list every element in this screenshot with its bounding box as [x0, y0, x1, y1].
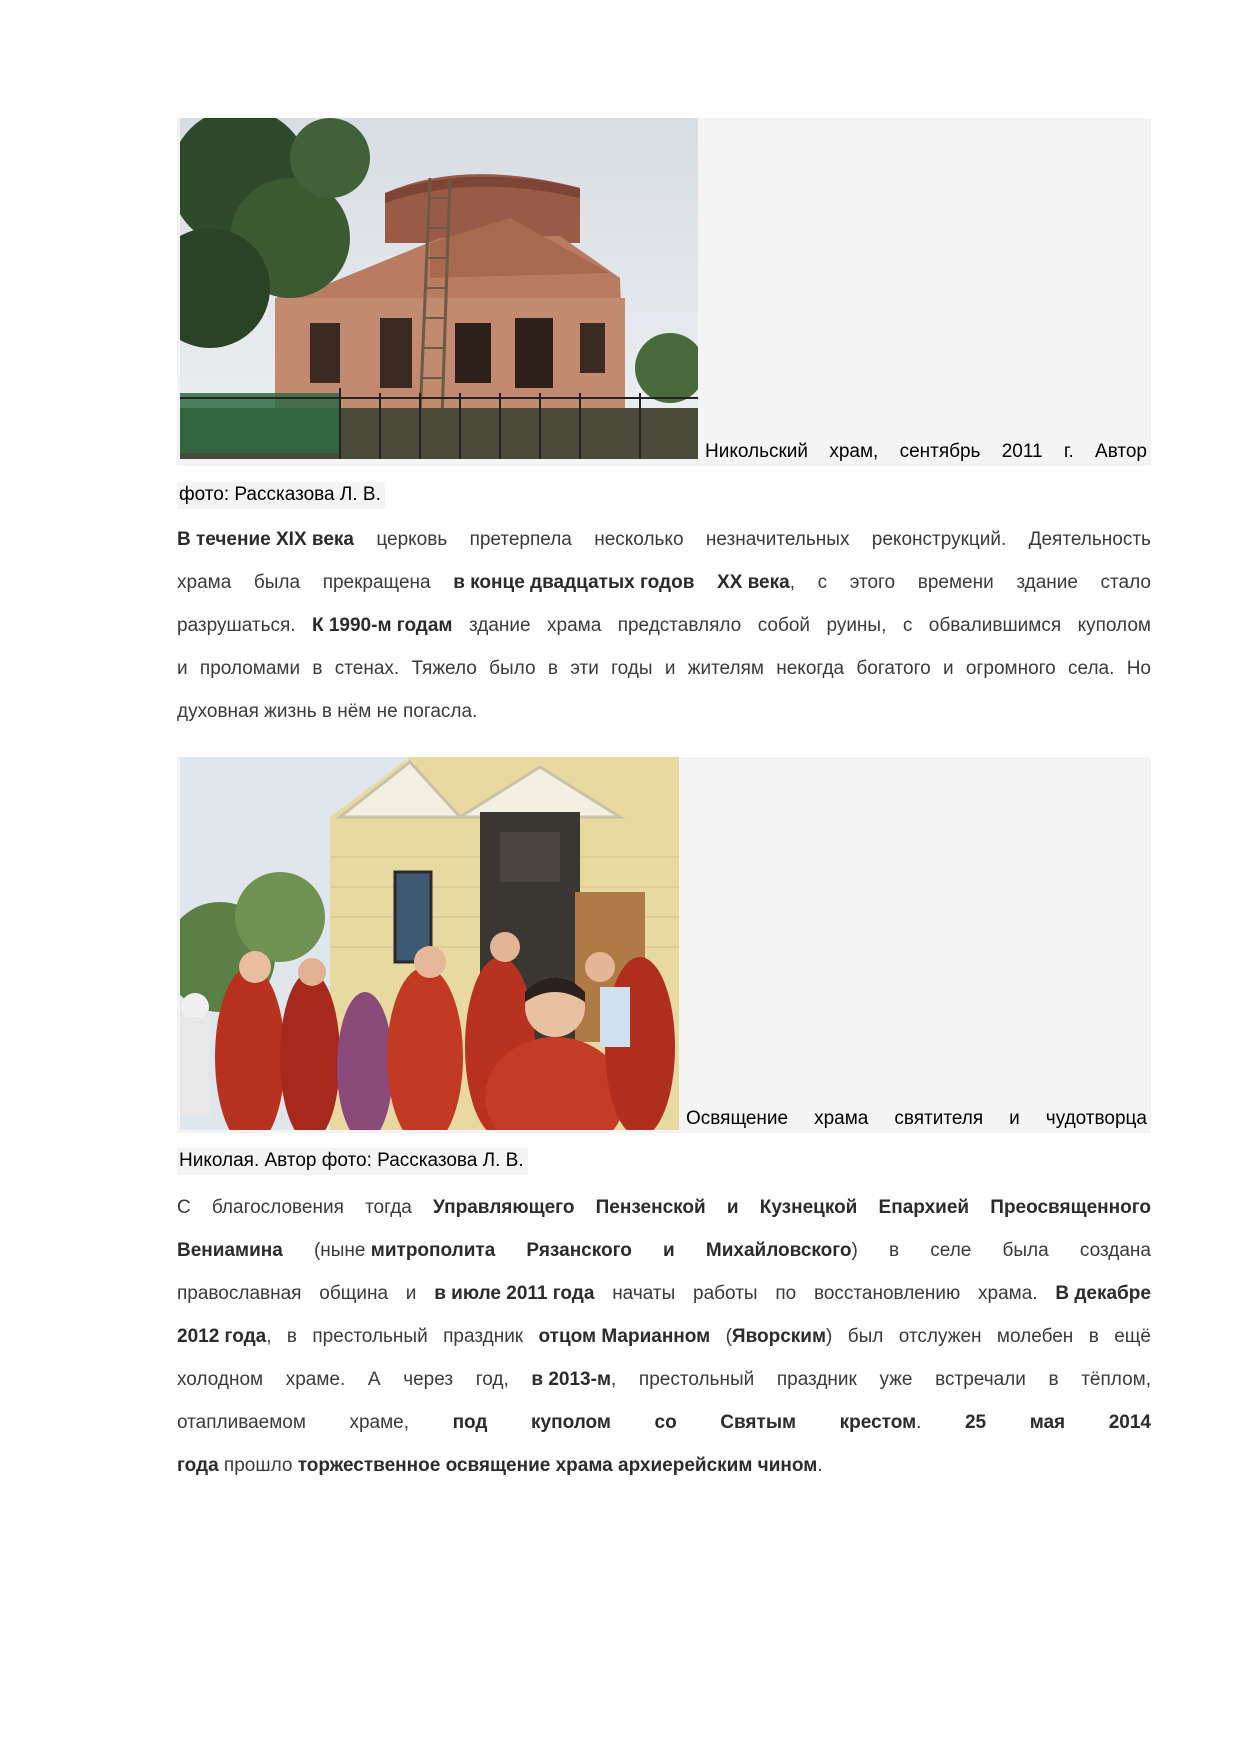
- paragraph-2-text: селе: [930, 1240, 972, 1261]
- paragraph-1-text: обвалившимся: [928, 615, 1062, 636]
- paragraph-2-text: и: [663, 1240, 675, 1261]
- paragraph-2-text: Кузнецкой: [759, 1197, 858, 1218]
- paragraph-2-text: тогда: [365, 1197, 412, 1218]
- paragraph-2-text: Управляющего: [433, 1197, 575, 1218]
- caption-1-word: Автор: [1095, 441, 1147, 462]
- paragraph-2-text: крестом.: [839, 1412, 922, 1433]
- paragraph-2-text: престольный: [312, 1326, 428, 1347]
- paragraph-2-text: престольный: [638, 1369, 755, 1390]
- paragraph-2-text: (ныне митрополита: [313, 1240, 496, 1261]
- paragraph-1-text: некогда: [776, 658, 845, 679]
- paragraph-2-text: создана: [1079, 1240, 1151, 1261]
- paragraph-1-text: реконструкций.: [871, 529, 1007, 550]
- paragraph-2-text: в: [286, 1326, 297, 1347]
- paragraph-1-text: незначительных: [705, 529, 850, 550]
- paragraph-1-text: было: [489, 658, 536, 679]
- paragraph-2-text: была: [1002, 1240, 1049, 1261]
- paragraph-1-text: в: [312, 658, 323, 679]
- caption-2-word: чудотворца: [1045, 1108, 1147, 1129]
- paragraph-1-text: стенах.: [334, 658, 400, 679]
- paragraph-2-text: в 2013-м,: [531, 1369, 617, 1390]
- paragraph-1-text: в: [547, 658, 558, 679]
- paragraph-1-text: здание: [468, 615, 531, 636]
- paragraph-2-text: отцом Марианном: [538, 1326, 711, 1347]
- paragraph-2-text: и: [726, 1197, 739, 1218]
- paragraph-2-text: под: [452, 1412, 488, 1433]
- paragraph-1-text: Деятельность: [1028, 529, 1151, 550]
- paragraph-1-text: разрушаться.: [177, 615, 296, 636]
- paragraph-2-text: 2012 года,: [177, 1326, 272, 1347]
- paragraph-2-text: со: [654, 1412, 677, 1433]
- caption-2-word: святителя: [894, 1108, 984, 1129]
- paragraph-1-text: этого: [849, 572, 896, 593]
- paragraph-2-line: [177, 1272, 1151, 1315]
- paragraph-2-text: года прошло торжественное освящение храма архиерейским чином.: [177, 1455, 823, 1476]
- paragraph-1-text: Но: [1126, 658, 1151, 679]
- paragraph-1-text: в конце двадцатых годов: [453, 572, 695, 593]
- paragraph-2-text: 2014: [1108, 1412, 1151, 1433]
- paragraph-2-line: [177, 1358, 1151, 1401]
- paragraph-2-text: восстановлению: [813, 1283, 961, 1304]
- paragraph-1-text: времени: [917, 572, 994, 593]
- caption-2-word: и: [1009, 1108, 1020, 1129]
- caption-2-word: Освящение: [686, 1108, 789, 1129]
- paragraph-2: [177, 1186, 1151, 1487]
- paragraph-2-text: храме,: [349, 1412, 410, 1433]
- paragraph-2-text: в: [1088, 1326, 1099, 1347]
- paragraph-2-text: год,: [475, 1369, 509, 1390]
- caption-1-word: г.: [1063, 441, 1074, 462]
- caption-1-word: Никольский: [705, 441, 809, 462]
- caption-1-word: сентябрь: [899, 441, 981, 462]
- paragraph-1-text: К 1990-м годам: [311, 615, 453, 636]
- paragraph-2-text: молебен: [996, 1326, 1074, 1347]
- paragraph-2-text: был: [847, 1326, 884, 1347]
- paragraph-2-text: благословения: [211, 1197, 344, 1218]
- paragraph-1-text: с: [817, 572, 828, 593]
- paragraph-2-text: работы: [693, 1283, 758, 1304]
- paragraph-1-text: села.: [1068, 658, 1115, 679]
- paragraph-1-text: храма: [547, 615, 602, 636]
- paragraph-1-text: и: [177, 658, 188, 679]
- paragraph-1-text: стало: [1100, 572, 1151, 593]
- paragraph-2-text: Вениамина: [177, 1240, 283, 1261]
- paragraph-2-text: община: [319, 1283, 389, 1304]
- paragraph-1-text: представляло: [617, 615, 742, 636]
- paragraph-2-text: по: [775, 1283, 797, 1304]
- paragraph-2-text: Пензенской: [595, 1197, 706, 1218]
- paragraph-2-text: праздник: [443, 1326, 524, 1347]
- paragraph-2-text: Рязанского: [526, 1240, 632, 1261]
- paragraph-1-text: жителям: [687, 658, 764, 679]
- figure-1-caption-line-1: [705, 441, 1147, 463]
- caption-1-word: 2011: [1001, 441, 1043, 462]
- paragraph-1-line: [177, 561, 1151, 604]
- paragraph-1-text: духовная жизнь в нём не погасла.: [177, 701, 478, 722]
- paragraph-2-text: встречали: [935, 1369, 1026, 1390]
- paragraph-2-text: праздник: [776, 1369, 857, 1390]
- paragraph-1-text: была: [253, 572, 301, 593]
- paragraph-2-line: [177, 1229, 1151, 1272]
- paragraph-1-line: [177, 690, 1151, 733]
- paragraph-1-text: проломами: [199, 658, 301, 679]
- paragraph-2-text: в июле 2011 года: [434, 1283, 595, 1304]
- paragraph-2-text: через: [403, 1369, 454, 1390]
- paragraph-2-line: [177, 1401, 1151, 1444]
- paragraph-2-text: 25: [964, 1412, 987, 1433]
- paragraph-1: [177, 518, 1151, 733]
- paragraph-1-text: XX века,: [717, 572, 795, 593]
- paragraph-1-text: претерпела: [469, 529, 572, 550]
- paragraph-1-text: Тяжело: [411, 658, 477, 679]
- paragraph-2-line: [177, 1315, 1151, 1358]
- paragraph-1-text: огромного: [965, 658, 1056, 679]
- paragraph-1-text: церковь: [376, 529, 448, 550]
- paragraph-2-text: ещё: [1114, 1326, 1151, 1347]
- paragraph-2-text: отслужен: [898, 1326, 982, 1347]
- paragraph-1-text: куполом: [1077, 615, 1151, 636]
- paragraph-1-line: [177, 647, 1151, 690]
- paragraph-2-text: мая: [1029, 1412, 1066, 1433]
- consecration-procession-photo: [180, 757, 679, 1130]
- paragraph-1-text: В течение XIX века: [177, 529, 354, 550]
- paragraph-2-text: храма.: [978, 1283, 1038, 1304]
- paragraph-2-text: Епархией: [878, 1197, 970, 1218]
- paragraph-1-text: и: [942, 658, 954, 679]
- paragraph-2-text: С: [177, 1197, 191, 1218]
- paragraph-2-line: [177, 1186, 1151, 1229]
- paragraph-1-text: и: [664, 658, 676, 679]
- paragraph-2-text: отапливаемом: [177, 1412, 306, 1433]
- paragraph-2-text: (Яворским): [725, 1326, 833, 1347]
- paragraph-2-text: храме.: [285, 1369, 346, 1390]
- paragraph-2-text: в: [889, 1240, 900, 1261]
- paragraph-2-text: В декабре: [1055, 1283, 1151, 1304]
- figure-1-caption-line-2: фото: Рассказова Л. В.: [177, 482, 385, 509]
- paragraph-1-line: [177, 518, 1151, 561]
- paragraph-2-text: Михайловского): [705, 1240, 858, 1261]
- paragraph-2-text: холодном: [177, 1369, 264, 1390]
- paragraph-1-text: храма: [177, 572, 232, 593]
- church-ruin-photo: [180, 118, 698, 459]
- paragraph-1-text: годы: [611, 658, 653, 679]
- paragraph-2-text: начаты: [612, 1283, 676, 1304]
- paragraph-1-text: с: [902, 615, 913, 636]
- paragraph-1-text: несколько: [594, 529, 684, 550]
- caption-1-word: храм,: [829, 441, 879, 462]
- paragraph-2-text: православная: [177, 1283, 302, 1304]
- paragraph-2-text: куполом: [531, 1412, 611, 1433]
- paragraph-2-text: Преосвященного: [990, 1197, 1151, 1218]
- caption-2-word: храма: [814, 1108, 869, 1129]
- paragraph-2-text: Святым: [720, 1412, 797, 1433]
- paragraph-2-line: [177, 1444, 1151, 1487]
- paragraph-1-text: собой: [757, 615, 811, 636]
- paragraph-1-text: здание: [1016, 572, 1078, 593]
- paragraph-1-text: эти: [570, 658, 599, 679]
- paragraph-2-text: в: [1048, 1369, 1059, 1390]
- paragraph-1-text: прекращена: [322, 572, 431, 593]
- paragraph-1-line: [177, 604, 1151, 647]
- paragraph-2-text: тёплом,: [1081, 1369, 1151, 1390]
- paragraph-2-text: и: [405, 1283, 417, 1304]
- paragraph-2-text: уже: [879, 1369, 913, 1390]
- paragraph-2-text: А: [367, 1369, 381, 1390]
- paragraph-1-text: богатого: [856, 658, 931, 679]
- figure-2-caption-line-1: [686, 1108, 1147, 1130]
- figure-2-caption-line-2: Николая. Автор фото: Рассказова Л. В.: [177, 1148, 528, 1175]
- paragraph-1-text: руины,: [826, 615, 887, 636]
